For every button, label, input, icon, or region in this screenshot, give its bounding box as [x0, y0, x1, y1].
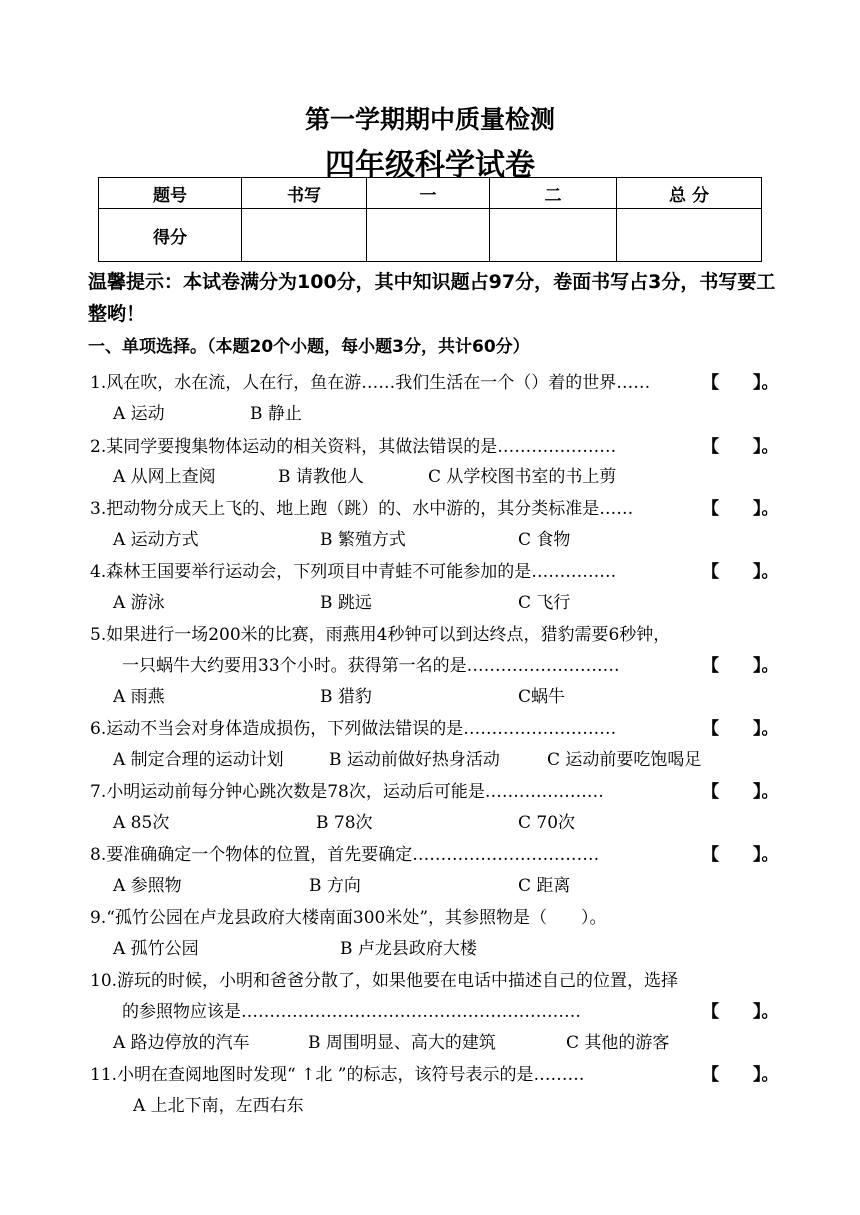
option: B 方向 — [309, 876, 361, 896]
score-cell — [367, 209, 490, 262]
score-table-header-cell: 题号 — [99, 178, 242, 209]
answer-bracket: 【 】。 — [702, 782, 779, 802]
question-text: 10.游玩的时候，小明和爸爸分散了，如果他要在电话中描述自己的位置，选择 — [90, 971, 679, 991]
score-cell — [490, 209, 617, 262]
option: C 运动前要吃饱喝足 — [547, 750, 702, 770]
question-text: 2.某同学要搜集物体运动的相关资料，其做法错误的是………………… — [90, 437, 617, 457]
option: A 游泳 — [113, 593, 165, 613]
question-text: 9.“孤竹公园在卢龙县政府大楼南面300米处”，其参照物是（ ）。 — [90, 908, 607, 928]
exam-title: 第一学期期中质量检测 — [304, 105, 555, 134]
option: A 运动 — [113, 404, 165, 424]
answer-bracket: 【 】。 — [702, 1002, 779, 1022]
question-8 — [90, 840, 779, 865]
option: A 从网上查阅 — [113, 467, 216, 487]
answer-bracket: 【 】。 — [702, 499, 779, 519]
answer-bracket: 【 】。 — [702, 437, 779, 457]
question-6 — [90, 714, 779, 739]
option: B 卢龙县政府大楼 — [340, 939, 477, 959]
question-7 — [90, 777, 779, 802]
option: C 食物 — [518, 530, 571, 550]
question-text: 8.要准确确定一个物体的位置，首先要确定…………………………… — [90, 845, 600, 865]
answer-bracket: 【 】。 — [702, 719, 779, 739]
answer-bracket: 【 】。 — [702, 373, 779, 393]
score-row-label: 得分 — [99, 209, 242, 262]
question-text: 3.把动物分成天上飞的、地上跑（跳）的、水中游的，其分类标准是…… — [90, 499, 634, 519]
option: C蜗牛 — [518, 687, 566, 707]
option: A 制定合理的运动计划 — [113, 750, 284, 770]
option: B 请教他人 — [278, 467, 364, 487]
question-5 — [90, 620, 770, 645]
option: C 从学校图书室的书上剪 — [428, 467, 617, 487]
question-4 — [90, 557, 779, 582]
option: C 距离 — [518, 876, 571, 896]
answer-bracket: 【 】。 — [702, 656, 779, 676]
question-11 — [90, 1060, 779, 1085]
score-table-header-cell: 总 分 — [617, 178, 762, 209]
section-heading: 一、单项选择。（本题20个小题，每小题3分，共计60分） — [88, 337, 530, 357]
question-text-continued: 的参照物应该是…………………………………………………… — [122, 1002, 581, 1022]
option: A 85次 — [113, 813, 170, 833]
option: C 其他的游客 — [566, 1033, 670, 1053]
score-cell — [617, 209, 762, 262]
question-text: 6.运动不当会对身体造成损伤，下列做法错误的是……………………… — [90, 719, 617, 739]
score-table-header-cell: 一 — [367, 178, 490, 209]
answer-bracket: 【 】。 — [702, 1065, 779, 1085]
option: B 周围明显、高大的建筑 — [308, 1033, 496, 1053]
answer-bracket: 【 】。 — [702, 845, 779, 865]
question-text-continued: 一只蜗牛大约要用33个小时。获得第一名的是……………………… — [122, 656, 620, 676]
option: A 孤竹公园 — [113, 939, 199, 959]
score-table-header-cell: 二 — [490, 178, 617, 209]
option: B 静止 — [250, 404, 302, 424]
question-text: 1.风在吹，水在流，人在行，鱼在游……我们生活在一个（）着的世界…… — [90, 373, 651, 393]
option: C 70次 — [518, 813, 576, 833]
question-2 — [90, 432, 779, 457]
option: A 雨燕 — [113, 687, 165, 707]
option: B 78次 — [316, 813, 373, 833]
option: B 猎豹 — [320, 687, 372, 707]
option: A 参照物 — [113, 876, 182, 896]
score-cell — [242, 209, 367, 262]
option: B 运动前做好热身活动 — [329, 750, 500, 770]
question-text: 4.森林王国要举行运动会，下列项目中青蛙不可能参加的是…………… — [90, 562, 617, 582]
option: A 路边停放的汽车 — [113, 1033, 250, 1053]
question-9 — [90, 903, 770, 928]
option: A 运动方式 — [113, 530, 199, 550]
question-text: 7.小明运动前每分钟心跳次数是78次，运动后可能是………………… — [90, 782, 604, 802]
question-text: 11.小明在查阅地图时发现“ ↑北 ”的标志，该符号表示的是……… — [90, 1065, 585, 1085]
question-3 — [90, 494, 779, 519]
score-table-header-cell: 书写 — [242, 178, 367, 209]
option: B 跳远 — [320, 593, 372, 613]
option: A 上北下南，左西右东 — [133, 1096, 304, 1116]
option: C 飞行 — [518, 593, 571, 613]
question-1 — [90, 368, 779, 393]
score-table — [98, 177, 762, 262]
question-10 — [90, 966, 770, 991]
exam-subtitle: 四年级科学试卷 — [325, 148, 535, 183]
notice-text: 温馨提示：本试卷满分为100分，其中知识题占97分，卷面书写占3分，书写要工整哟！ — [88, 271, 776, 325]
question-5-continued — [90, 651, 779, 676]
option: B 繁殖方式 — [320, 530, 406, 550]
question-text: 5.如果进行一场200米的比赛，雨燕用4秒钟可以到达终点，猎豹需要6秒钟， — [90, 625, 671, 645]
question-10-continued — [90, 997, 779, 1022]
answer-bracket: 【 】。 — [702, 562, 779, 582]
